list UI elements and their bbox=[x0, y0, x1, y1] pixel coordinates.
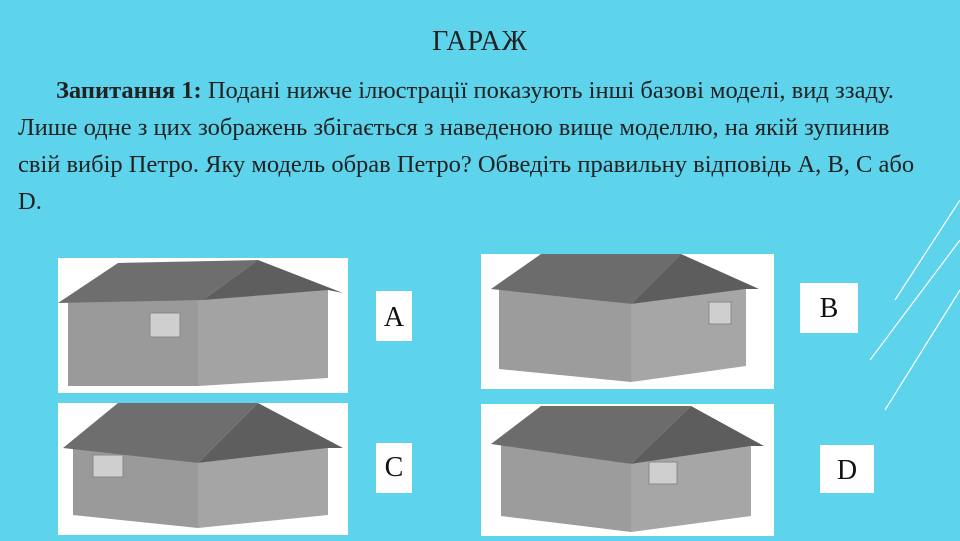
option-c-image[interactable] bbox=[58, 403, 348, 535]
option-d-label[interactable]: D bbox=[820, 445, 874, 493]
window-icon bbox=[150, 313, 180, 337]
option-b-label[interactable]: В bbox=[800, 283, 858, 333]
question-body: Подані нижче ілюстрації показують інші базові моделі, вид ззаду. Лише одне з цих зображень збігається з наведеною вище моделлю, на якій зупинив свій вибір Петро. Яку модель обрав Петро? Обведіть правильну відповідь А, В, С або D. bbox=[18, 77, 915, 215]
garage-b-illustration bbox=[481, 254, 774, 389]
window-icon bbox=[649, 462, 677, 484]
option-b-image[interactable] bbox=[481, 254, 774, 389]
option-a-label[interactable]: А bbox=[376, 291, 412, 341]
garage-d-illustration bbox=[481, 404, 774, 536]
window-icon bbox=[93, 455, 123, 477]
window-icon bbox=[709, 302, 731, 324]
option-a-image[interactable] bbox=[58, 258, 348, 393]
option-c-label[interactable]: С bbox=[376, 443, 412, 493]
garage-c-illustration bbox=[58, 403, 348, 535]
decorative-lines bbox=[870, 200, 960, 540]
option-d-image[interactable] bbox=[481, 404, 774, 536]
slide-title: ГАРАЖ bbox=[432, 26, 528, 57]
question-label: Запитання 1: bbox=[56, 77, 202, 104]
question-text-block bbox=[18, 72, 918, 220]
garage-a-illustration bbox=[58, 258, 348, 393]
